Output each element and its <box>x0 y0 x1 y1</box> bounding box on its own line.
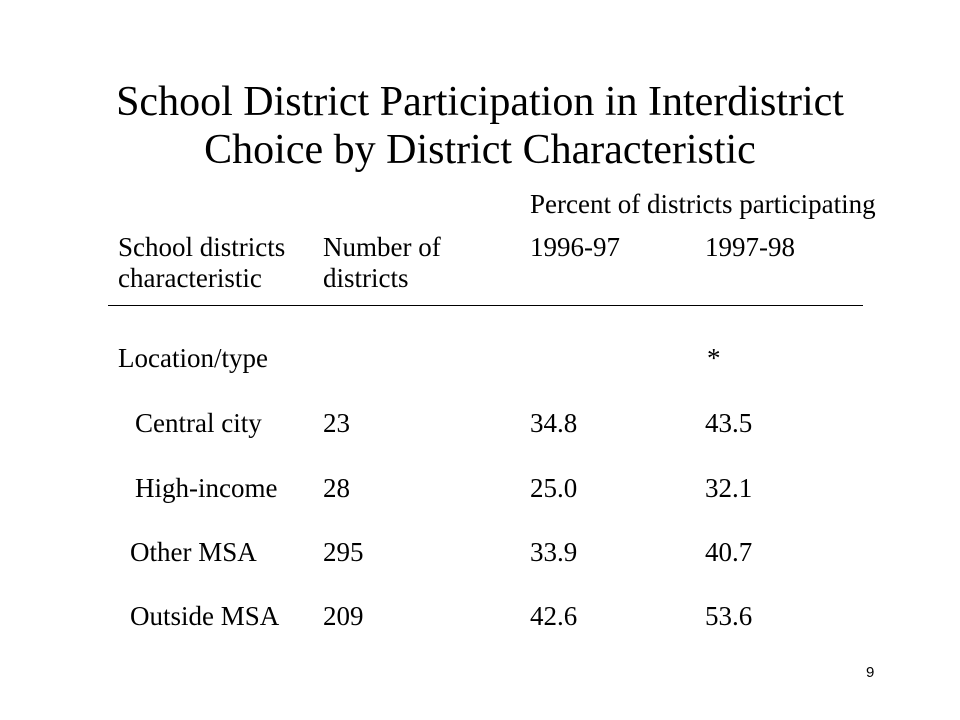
slide-title <box>40 78 920 174</box>
row-number: 295 <box>323 537 364 567</box>
row-1996-97: 34.8 <box>530 408 578 438</box>
row-1997-98: 53.6 <box>705 601 753 631</box>
row-1996-97: 25.0 <box>530 473 578 503</box>
header-divider <box>108 305 863 306</box>
column-header-characteristic <box>118 232 285 294</box>
row-1996-97: 33.9 <box>530 537 578 567</box>
slide-title-line-1: School District Participation in Interdistrict <box>116 79 844 125</box>
significance-mark: * <box>707 343 721 373</box>
row-name: Other MSA <box>130 537 257 567</box>
row-name: Outside MSA <box>130 601 280 631</box>
row-1997-98: 40.7 <box>705 537 753 567</box>
column-header-characteristic-line-2: characteristic <box>118 263 262 293</box>
row-1997-98: 43.5 <box>705 408 753 438</box>
column-header-number <box>323 232 441 294</box>
column-header-1996-97: 1996-97 <box>530 232 620 262</box>
row-1996-97: 42.6 <box>530 601 578 631</box>
column-group-header: Percent of districts participating <box>530 189 876 219</box>
row-name: Central city <box>135 408 262 438</box>
row-number: 209 <box>323 601 364 631</box>
section-label: Location/type <box>118 343 268 373</box>
row-1997-98: 32.1 <box>705 473 753 503</box>
column-header-1997-98: 1997-98 <box>705 232 795 262</box>
row-number: 23 <box>323 408 350 438</box>
page-number: 9 <box>866 664 875 681</box>
column-header-number-line-1: Number of <box>323 232 441 262</box>
row-name: High-income <box>135 473 278 503</box>
row-number: 28 <box>323 473 350 503</box>
column-header-number-line-2: districts <box>323 263 409 293</box>
slide-title-line-2: Choice by District Characteristic <box>204 127 756 173</box>
column-header-characteristic-line-1: School districts <box>118 232 286 262</box>
